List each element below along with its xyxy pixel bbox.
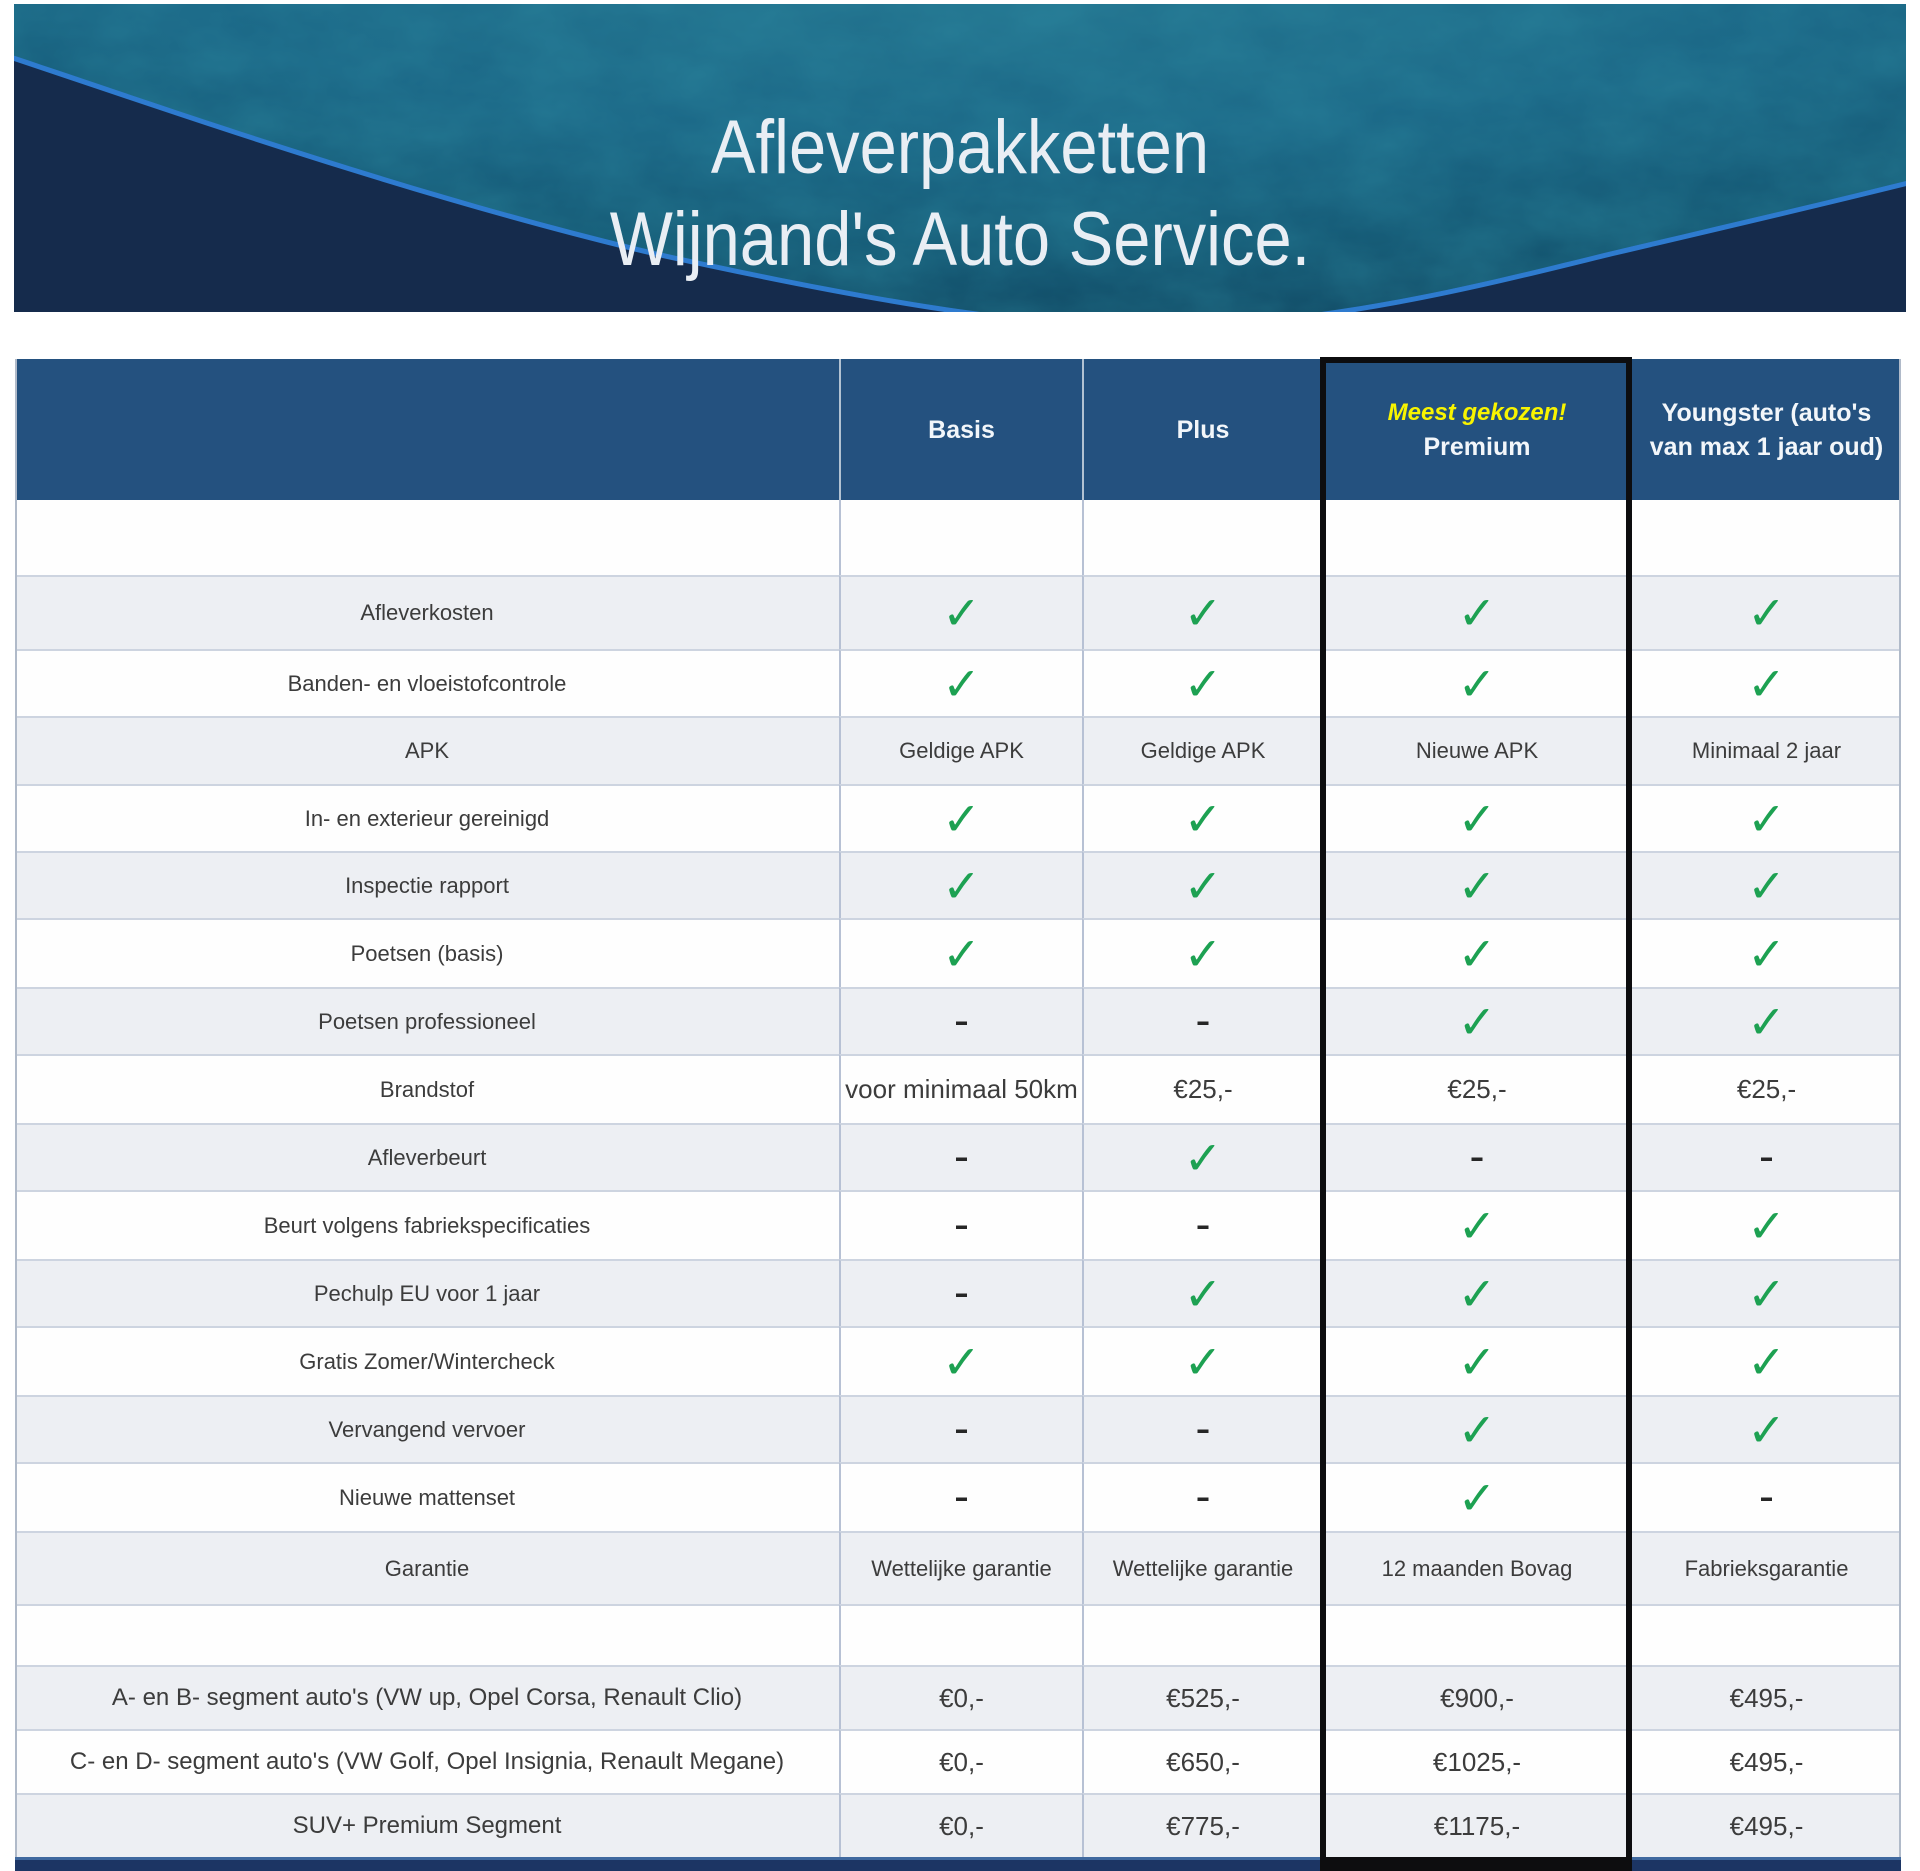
table-row — [15, 1531, 1901, 1604]
row-label: Gratis Zomer/Wintercheck — [15, 1326, 839, 1395]
header-cell-empty — [15, 359, 839, 500]
header-cell-basis: Basis — [839, 359, 1082, 500]
empty-cell — [839, 1604, 1082, 1665]
dash-icon: – — [839, 1395, 1082, 1462]
table-bottom-bar — [15, 1857, 1901, 1871]
feature-cell: Geldige APK — [1082, 716, 1322, 784]
check-icon: ✓ — [1082, 1259, 1322, 1326]
row-label: Brandstof — [15, 1054, 839, 1123]
check-icon: ✓ — [1322, 649, 1630, 716]
feature-cell: Nieuwe APK — [1322, 716, 1630, 784]
check-icon: ✓ — [1630, 987, 1901, 1054]
check-icon: ✓ — [1630, 575, 1901, 649]
feature-cell: Fabrieksgarantie — [1630, 1531, 1901, 1604]
price-cell: €495,- — [1630, 1665, 1901, 1729]
spacer-row — [15, 500, 1901, 575]
table-row — [15, 918, 1901, 987]
row-label: Banden- en vloeistofcontrole — [15, 649, 839, 716]
check-icon: ✓ — [839, 1326, 1082, 1395]
price-cell: €0,- — [839, 1793, 1082, 1857]
feature-cell: voor minimaal 50km — [839, 1054, 1082, 1123]
check-icon: ✓ — [1322, 575, 1630, 649]
check-icon: ✓ — [1322, 1395, 1630, 1462]
price-cell: €1025,- — [1322, 1729, 1630, 1793]
check-icon: ✓ — [1630, 851, 1901, 918]
row-label: In- en exterieur gereinigd — [15, 784, 839, 851]
check-icon: ✓ — [1322, 918, 1630, 987]
check-icon: ✓ — [1082, 918, 1322, 987]
row-label: Pechulp EU voor 1 jaar — [15, 1259, 839, 1326]
dash-icon: – — [1082, 1395, 1322, 1462]
check-icon: ✓ — [1322, 987, 1630, 1054]
check-icon: ✓ — [1322, 1326, 1630, 1395]
comparison-table — [15, 359, 1901, 1857]
header-banner — [14, 4, 1906, 312]
page-title — [128, 102, 1793, 286]
row-label: Poetsen (basis) — [15, 918, 839, 987]
check-icon: ✓ — [839, 649, 1082, 716]
check-icon: ✓ — [1630, 1259, 1901, 1326]
check-icon: ✓ — [1082, 575, 1322, 649]
table-row — [15, 1395, 1901, 1462]
row-label: SUV+ Premium Segment — [15, 1793, 839, 1857]
price-cell: €495,- — [1630, 1729, 1901, 1793]
row-label: Beurt volgens fabriekspecificaties — [15, 1190, 839, 1259]
price-cell: €900,- — [1322, 1665, 1630, 1729]
price-cell: €0,- — [839, 1729, 1082, 1793]
price-cell: €495,- — [1630, 1793, 1901, 1857]
empty-cell — [839, 500, 1082, 575]
feature-cell: €25,- — [1082, 1054, 1322, 1123]
price-cell: €0,- — [839, 1665, 1082, 1729]
check-icon: ✓ — [839, 575, 1082, 649]
price-cell: €1175,- — [1322, 1793, 1630, 1857]
check-icon: ✓ — [1322, 1190, 1630, 1259]
empty-cell — [15, 1604, 839, 1665]
feature-cell: 12 maanden Bovag — [1322, 1531, 1630, 1604]
feature-cell: Geldige APK — [839, 716, 1082, 784]
feature-cell: €25,- — [1322, 1054, 1630, 1123]
price-cell: €650,- — [1082, 1729, 1322, 1793]
table-row — [15, 1259, 1901, 1326]
pricing-row — [15, 1793, 1901, 1857]
pricing-row — [15, 1729, 1901, 1793]
most-chosen-badge: Meest gekozen! — [1387, 398, 1567, 426]
price-cell: €525,- — [1082, 1665, 1322, 1729]
feature-cell: Wettelijke garantie — [1082, 1531, 1322, 1604]
table-row — [15, 1326, 1901, 1395]
dash-icon: – — [1082, 987, 1322, 1054]
table-row — [15, 575, 1901, 649]
check-icon: ✓ — [1322, 784, 1630, 851]
table-row — [15, 784, 1901, 851]
feature-cell: Minimaal 2 jaar — [1630, 716, 1901, 784]
dash-icon: – — [1082, 1190, 1322, 1259]
check-icon: ✓ — [1082, 784, 1322, 851]
row-label: Inspectie rapport — [15, 851, 839, 918]
empty-cell — [1082, 1604, 1322, 1665]
page-title-line1: Afleverpakketten — [710, 105, 1210, 190]
row-label: Vervangend vervoer — [15, 1395, 839, 1462]
header-cell-premium — [1322, 359, 1630, 500]
feature-cell: Wettelijke garantie — [839, 1531, 1082, 1604]
dash-icon: – — [839, 1123, 1082, 1190]
feature-cell: €25,- — [1630, 1054, 1901, 1123]
header-premium-label: Premium — [1423, 432, 1531, 461]
table-row — [15, 1123, 1901, 1190]
row-label: Afleverkosten — [15, 575, 839, 649]
row-label: Poetsen professioneel — [15, 987, 839, 1054]
check-icon: ✓ — [1082, 1326, 1322, 1395]
table-row — [15, 1190, 1901, 1259]
dash-icon: – — [839, 987, 1082, 1054]
dash-icon: – — [1630, 1462, 1901, 1531]
table-row — [15, 649, 1901, 716]
check-icon: ✓ — [1630, 649, 1901, 716]
page-title-line2: Wijnand's Auto Service. — [609, 197, 1311, 282]
table-row — [15, 1054, 1901, 1123]
check-icon: ✓ — [1630, 1326, 1901, 1395]
empty-cell — [1322, 500, 1630, 575]
check-icon: ✓ — [1322, 1259, 1630, 1326]
row-label: Nieuwe mattenset — [15, 1462, 839, 1531]
table-row — [15, 716, 1901, 784]
dash-icon: – — [1322, 1123, 1630, 1190]
table-right-border — [1899, 359, 1901, 1857]
empty-cell — [1630, 500, 1901, 575]
header-cell-plus: Plus — [1082, 359, 1322, 500]
dash-icon: – — [839, 1190, 1082, 1259]
row-label: A- en B- segment auto's (VW up, Opel Corsa, Renault Clio) — [15, 1665, 839, 1729]
check-icon: ✓ — [1630, 1395, 1901, 1462]
check-icon: ✓ — [839, 918, 1082, 987]
row-label: C- en D- segment auto's (VW Golf, Opel Insignia, Renault Megane) — [15, 1729, 839, 1793]
table-row — [15, 1462, 1901, 1531]
check-icon: ✓ — [1322, 851, 1630, 918]
check-icon: ✓ — [1630, 1190, 1901, 1259]
spacer-row — [15, 1604, 1901, 1665]
dash-icon: – — [839, 1259, 1082, 1326]
dash-icon: – — [1630, 1123, 1901, 1190]
table-row — [15, 851, 1901, 918]
check-icon: ✓ — [1082, 851, 1322, 918]
row-label: Garantie — [15, 1531, 839, 1604]
empty-cell — [1630, 1604, 1901, 1665]
dash-icon: – — [1082, 1462, 1322, 1531]
row-label: APK — [15, 716, 839, 784]
empty-cell — [1322, 1604, 1630, 1665]
header-cell-youngster: Youngster (auto's van max 1 jaar oud) — [1630, 359, 1901, 500]
check-icon: ✓ — [839, 851, 1082, 918]
dash-icon: – — [839, 1462, 1082, 1531]
check-icon: ✓ — [1082, 649, 1322, 716]
row-label: Afleverbeurt — [15, 1123, 839, 1190]
check-icon: ✓ — [1322, 1462, 1630, 1531]
check-icon: ✓ — [1630, 784, 1901, 851]
check-icon: ✓ — [839, 784, 1082, 851]
table-header-row — [15, 359, 1901, 500]
empty-cell — [15, 500, 839, 575]
check-icon: ✓ — [1630, 918, 1901, 987]
check-icon: ✓ — [1082, 1123, 1322, 1190]
price-cell: €775,- — [1082, 1793, 1322, 1857]
table-left-border — [15, 359, 17, 1857]
empty-cell — [1082, 500, 1322, 575]
table-row — [15, 987, 1901, 1054]
pricing-row — [15, 1665, 1901, 1729]
